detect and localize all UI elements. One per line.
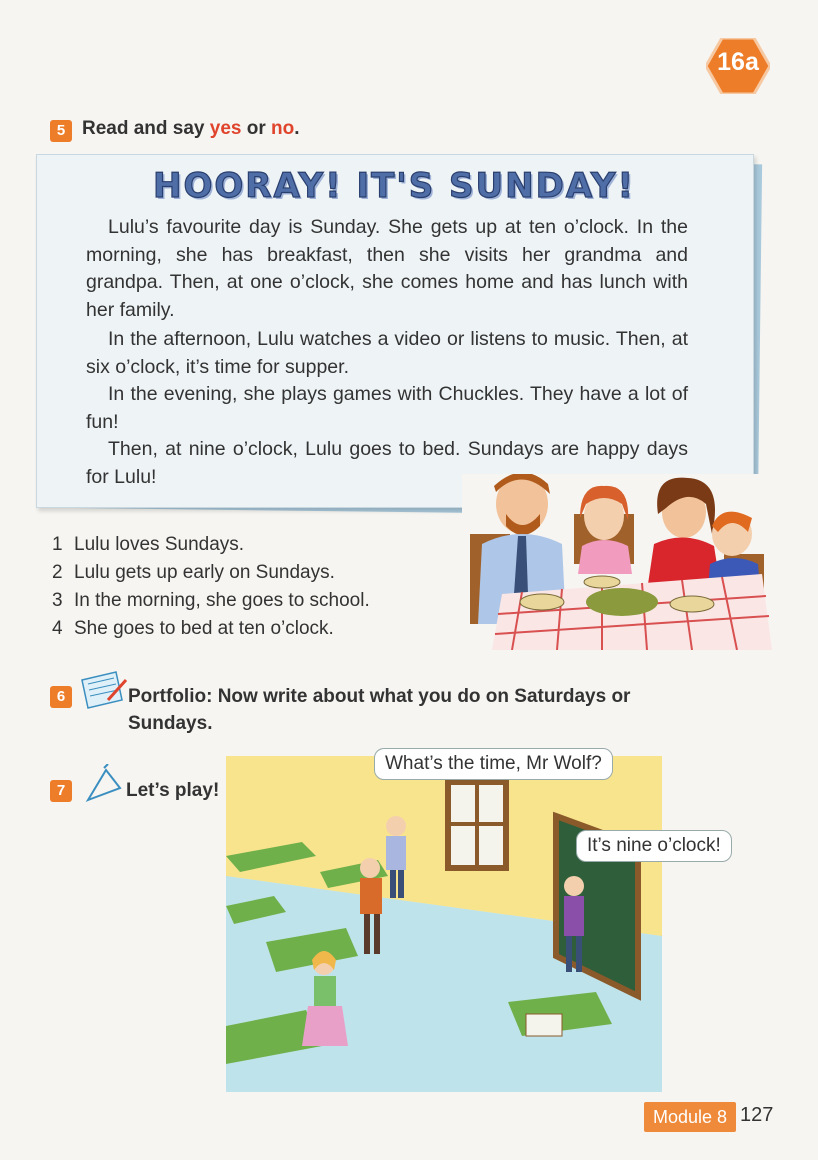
- speech-bubble-question: What’s the time, Mr Wolf?: [374, 748, 613, 780]
- question-number: 3: [52, 590, 63, 611]
- question-item: [52, 618, 334, 640]
- story-paragraph: [86, 381, 688, 436]
- classroom-illustration: [226, 756, 662, 1092]
- paragraph-text: Lulu’s favourite day is Sunday. She gets up at ten o’clock. In the morning, she has breakfast, then she visits her grandma and grandpa. Then, at one o’clock, she comes home and has lunch with her family.: [86, 216, 688, 321]
- question-text: Lulu gets up early on Sundays.: [74, 562, 335, 583]
- word-no: no: [271, 118, 295, 139]
- question-text: In the morning, she goes to school.: [74, 590, 370, 611]
- module-label: Module 8: [644, 1102, 736, 1132]
- task-number: 5: [50, 120, 72, 142]
- instruction-text: Read and say: [82, 118, 210, 139]
- story-paragraph: [86, 214, 688, 324]
- page-number: 127: [740, 1104, 774, 1126]
- question-item: [52, 562, 335, 584]
- paragraph-text: Then, at nine o’clock, Lulu goes to bed. Sundays are happy days for Lulu!: [86, 438, 688, 488]
- question-number: 2: [52, 562, 63, 583]
- paragraph-text: In the evening, she plays games with Chuckles. They have a lot of fun!: [86, 383, 688, 433]
- family-dinner-illustration: [462, 474, 772, 650]
- question-number: 4: [52, 618, 63, 639]
- speech-bubble-answer: It’s nine o’clock!: [576, 830, 732, 862]
- task-6-line-1: Portfolio: Now write about what you do on Saturdays or: [128, 686, 631, 707]
- task-number: 6: [50, 686, 72, 708]
- question-number: 1: [52, 534, 63, 555]
- question-text: She goes to bed at ten o’clock.: [74, 618, 334, 639]
- word-yes: yes: [209, 118, 242, 139]
- task-5-instruction: [82, 118, 300, 140]
- portfolio-icon: [78, 670, 128, 710]
- question-text: Lulu loves Sundays.: [74, 534, 245, 555]
- story-paragraph: [86, 326, 688, 381]
- task-number: 7: [50, 780, 72, 802]
- task-7-instruction: Let’s play!: [126, 780, 220, 801]
- instruction-text: or: [241, 118, 272, 139]
- question-item: [52, 534, 244, 556]
- story-title: HOORAY! IT'S SUNDAY!: [153, 166, 635, 206]
- paragraph-text: In the afternoon, Lulu watches a video or listens to music. Then, at six o’clock, it’s time for supper.: [86, 328, 688, 378]
- game-cone-icon: [84, 764, 126, 808]
- instruction-text: .: [294, 118, 300, 139]
- task-6-line-2: Sundays.: [128, 713, 213, 734]
- question-item: [52, 590, 370, 612]
- lesson-badge: 16a: [717, 48, 759, 76]
